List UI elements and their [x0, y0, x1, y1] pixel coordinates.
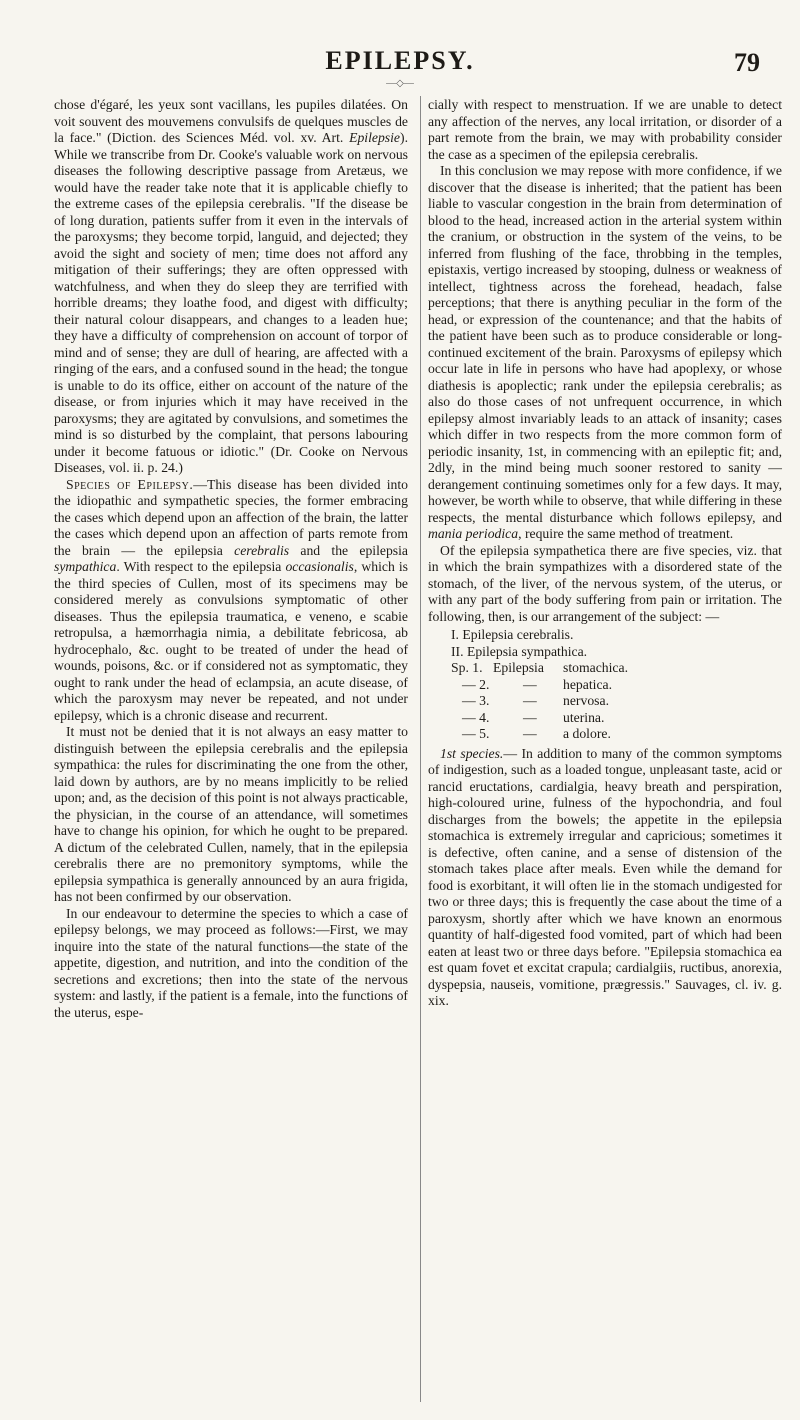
list-item: — 2. — hepatica. [462, 676, 613, 692]
section-heading: 1st species. [440, 745, 504, 761]
paragraph: cially with respect to menstruation. If we are unable to detect any affection of the nerves, any local irritation, or disorder of a part remote from the brain, we may with probability consider the case as a specimen of the epilepsia cerebralis. [428, 97, 782, 162]
running-head [0, 46, 800, 89]
column-divider [420, 96, 421, 1402]
running-title: EPILEPSY. [325, 46, 475, 75]
header-ornament: —◇— [386, 78, 414, 89]
paragraph: In this conclusion we may repose with more confidence, if we discover that the disease is inherited; that the patient has been liable to vascular congestion in the brain from determination of blood to the head, increased action in the arterial system within the cranium, or obstruction in the system of the veins, to be inferred from flushing of the face, throbbing in the temples, epistaxis, vertigo increased by stooping, dulness or weakness of intellect, tightness across the forehead, headach, false perceptions; that there is anything peculiar in the form of the head, or expression of the countenance; and that the habits of the patient have been such as to produce considerable or long-continued excitement of the brain. Paroxysms of epilepsy which occur late in life in persons who have had apoplexy, or whose diathesis is apoplectic; rank under the epilepsia cerebralis; as also do those cases of not unfrequent occurrence, in which epilepsy almost invariably leads to an attack of insanity; cases which differ in two respects from the more common form of periodic insanity, 1st, in commencing with an epileptic fit; and, 2dly, in the mind being much sooner restored to sanity — derangement continuing sometimes only for a few days. It may, however, be worth while to observe, that while differing in these respects, the mental disturbance which follows epilepsy, and mania periodica, require the same method of treatment. [428, 163, 782, 541]
left-column [54, 97, 408, 1021]
paragraph: 1st species.— In addition to many of the common symptoms of indigestion, such as a loaded tongue, unpleasant taste, acid or rancid eructations, cardialgia, heavy breath and perspiration, high-coloured urine, fulness of the hypochondria, and foul discharges from the bowels; the appetite in the epilepsia stomachica is extremely irregular and capricious; sometimes it is defective, often canine, and a sense of distension of the stomach takes place after meals. Even while the demand for food is exorbitant, it will often lie in the stomach undigested for two or three days; this is frequently the case about the time of a paroxysm, shortly after which we have known an enormous quantity of half-digested food vomited, part of which had been eaten at least two or three days before. "Epilepsia stomachica ea est quam fovet et excitat crapula; cardialgiis, ructibus, anorexia, dyspepsia, nauseis, vomitione, prægressis." Sauvages, cl. iv. g. xix. [428, 745, 782, 1008]
right-column [428, 97, 782, 1010]
list-item: — 5. — a dolore. [462, 726, 611, 741]
list-item: — 4. — uterina. [462, 709, 605, 725]
list-item: II. Epilepsia sympathica. [451, 643, 588, 659]
paragraph: Of the epilepsia sympathetica there are five species, viz. that in which the brain sympathizes with a disordered state of the stomach, of the liver, of the nervous system, of the uterus, or with any part of the body suffering from pain or irritation. The following, then, is our arrangement of the subject: — [428, 542, 782, 624]
paragraph-species: Species of Epilepsy.—This disease has been divided into the idiopathic and sympathetic species, the former embracing the cases which depend upon an affection of the brain, the latter the cases which depend upon an affection of parts remote from the brain — the epilepsia cerebralis and the epilepsia sympathica. With respect to the epilepsia occasionalis, which is the third species of Cullen, most of its specimens may be considered merely as convulsions symptomatic of other diseases. Thus the epilepsia traumatica, e veneno, e scabie retropulsa, a hæmorrhagia nimia, a debilitate febricosa, ab hydrocephalo, &c. ought to be treated of under the head of wounds, poisons, &c. or if considered not as symptomatic, they ought to rank under the head of eclampsia, an acute disease, of which the paroxysm may never be repeated, and not under epilepsy, which is a chronic disease and recurrent. [54, 476, 409, 723]
section-heading: Species of Epilepsy. [66, 476, 194, 492]
list-item: I. Epilepsia cerebralis. [451, 627, 574, 642]
list-item: Sp. 1. Epilepsia stomachica. [451, 660, 628, 675]
list-item: — 3. — nervosa. [462, 693, 609, 708]
paragraph: chose d'égaré, les yeux sont vacillans, les pupiles dilatées. On voit souvent des mouvemens convulsifs de quelques muscles de la face." (Diction. des Sciences Méd. vol. xv. Art. Epilepsie). While we transcribe from Dr. Cooke's valuable work on nervous diseases the following descriptive passage from Aretæus, we would have the reader take note that it is applicable chiefly to the extreme cases of the epilepsia cerebralis. "If the disease be of long duration, patients suffer from it even in the intervals of the paroxysms; they become torpid, languid, and dejected; they avoid the sight and society of men; time does not afford any mitigation of their sufferings; they are often oppressed with watchfulness, and when they do sleep they are terrified with horrible dreams; they loathe food, and digest with difficulty; their natural colour disappears, and changes to a leaden hue; they have a difficulty of comprehension on account of torpor of mind and of sense; they are dull of hearing, are affected with a ringing of the ears, and a confused sound in the head; the tongue is unable to do its office, either on account of the nature of the disease, or from injuries which it may have received in the paroxysms; they are agitated by convulsions, and sometimes the mind is so disturbed by the complaint, that persons labouring under it become fatuous or idiotic." (Dr. Cooke on Nervous Diseases, vol. ii. p. 24.) [54, 97, 408, 475]
species-list [428, 627, 782, 743]
page-number: 79 [734, 48, 760, 77]
paragraph: It must not be denied that it is not always an easy matter to distinguish between the epilepsia cerebralis and the epilepsia sympathica: the rules for discriminating the one from the other, laid down by authors, are by no means implicitly to be relied upon; and, as the decision of this point is not always practicable, the physician, in the course of an attendance, will sometimes have to change his opinion, for which he ought to be prepared. A dictum of the celebrated Cullen, namely, that in the epilepsia cerebralis there are no premonitory symptoms, while the epilepsia sympathica is generally announced by an aura frigida, has not been confirmed by our observation. [54, 724, 408, 904]
paragraph: In our endeavour to determine the species to which a case of epilepsy belongs, we may proceed as follows:—First, we may inquire into the state of the natural functions—the state of the appetite, digestion, and nutrition, and into the condition of the secretions and excretions; then into the state of the nervous system: and lastly, if the patient is a female, into the functions of the uterus, espe- [54, 905, 408, 1020]
